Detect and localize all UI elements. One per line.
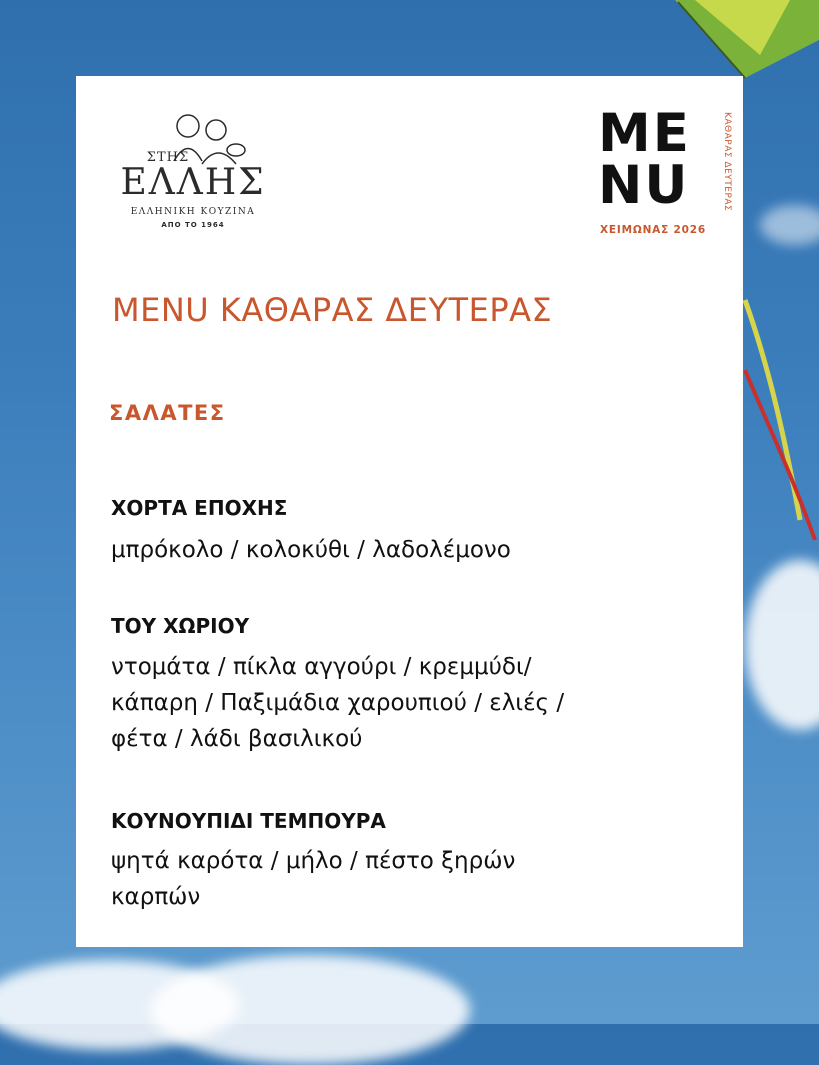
section-heading: ΣΑΛΑΤΕΣ [109, 401, 226, 425]
kite-tail-red [745, 370, 815, 540]
menu-season: ΧΕΙΜΩΝΑΣ 2026 [600, 224, 706, 236]
brand-name: ΕΛΛΗΣ [120, 162, 266, 203]
brand-line1: ΣΤΗΣ [146, 150, 190, 165]
page-title: MENU ΚΑΘΑΡΑΣ ΔΕΥΤΕΡΑΣ [112, 291, 553, 329]
item-description-line: καρπών [111, 884, 201, 910]
kite-spar [678, 2, 745, 78]
item-description-line: ντομάτα / πίκλα αγγούρι / κρεμμύδι/ [111, 654, 532, 680]
cloud [745, 560, 819, 730]
kite-body [675, 0, 819, 78]
brand-subtitle: ΕΛΛΗΝΙΚΗ ΚΟΥΖΙΝΑ [130, 207, 256, 217]
restaurant-logo [108, 106, 278, 231]
item-description-line: μπρόκολο / κολοκύθι / λαδολέμονο [111, 537, 511, 563]
kite-panel [695, 0, 790, 55]
menu-mark [598, 103, 732, 246]
brand-since: ΑΠΟ ΤΟ 1964 [161, 221, 225, 229]
item-description-line: κάπαρη / Παξιμάδια χαρουπιού / ελιές / [111, 690, 565, 716]
item-description [111, 649, 711, 757]
menu-card [76, 76, 743, 947]
menu-mark-top: ME [598, 103, 691, 164]
item-description-line: φέτα / λάδι βασιλικού [111, 726, 363, 752]
menu-mark-bottom: NU [598, 155, 690, 216]
cloud [150, 955, 470, 1065]
item-name: ΧΟΡΤΑ ΕΠΟΧΗΣ [111, 496, 288, 520]
item-name: ΤΟΥ ΧΩΡΙΟΥ [111, 614, 250, 638]
item-description [111, 843, 711, 915]
kite-tail-yellow [745, 300, 800, 520]
menu-mark-vertical: ΚΑΘΑΡΑΣ ΔΕΥΤΕΡΑΣ [722, 112, 732, 212]
item-description [111, 532, 711, 568]
item-description-line: ψητά καρότα / μήλο / πέστο ξηρών [111, 848, 516, 874]
item-name: ΚΟΥΝΟΥΠΙΔΙ ΤΕΜΠΟΥΡΑ [111, 809, 386, 833]
cloud [760, 205, 819, 245]
